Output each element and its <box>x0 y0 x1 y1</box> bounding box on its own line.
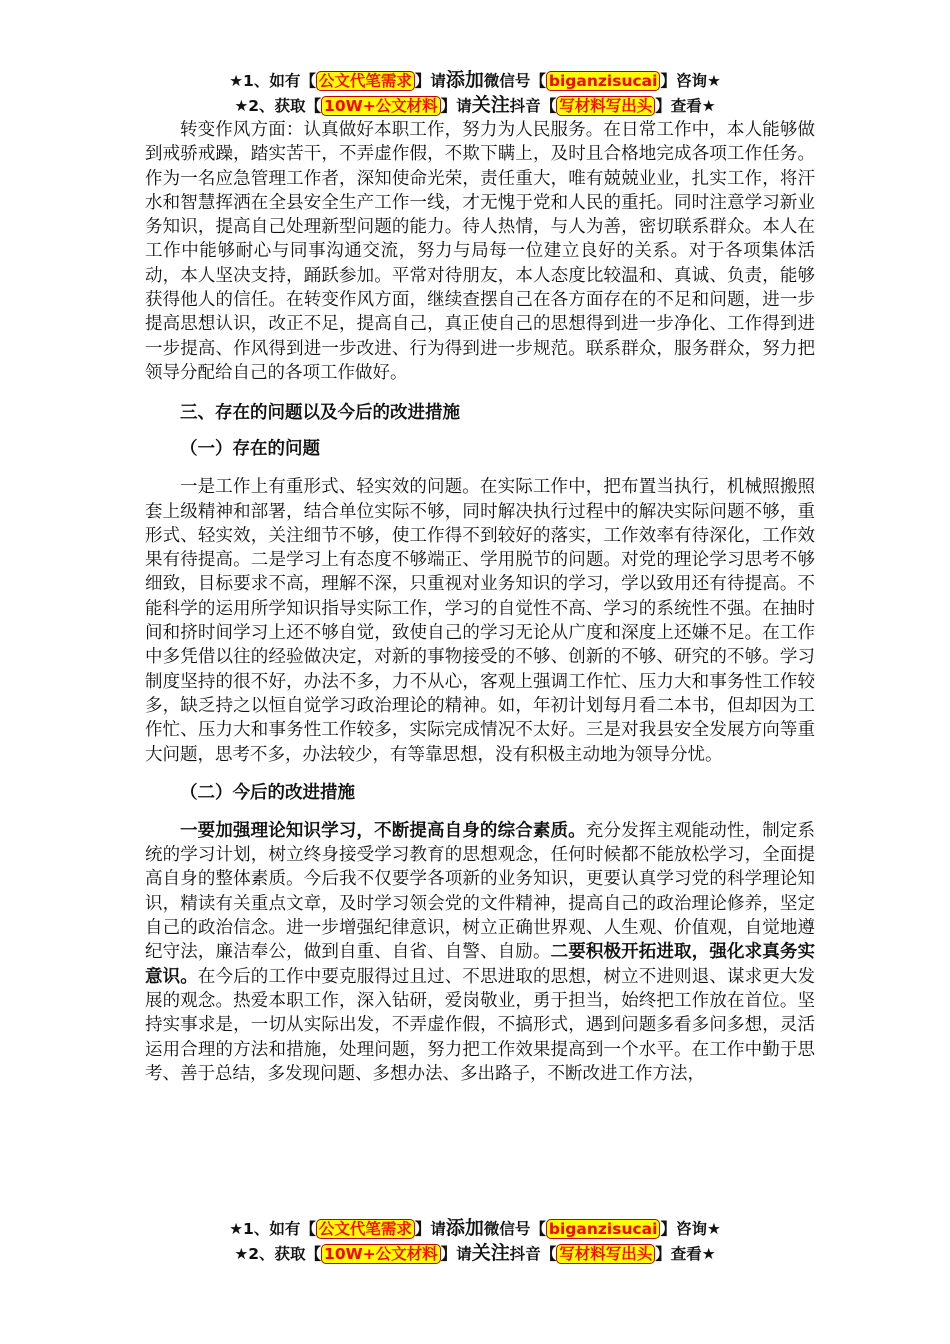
promo-text: 】咨询★ <box>660 72 721 90</box>
subheading-problems: （一）存在的问题 <box>180 439 320 460</box>
promo-text: ★1、如有【 <box>229 72 316 90</box>
promo-text: 】请 <box>414 72 446 90</box>
paragraph-measures <box>145 819 815 1086</box>
promo-text: 】请 <box>440 97 472 115</box>
promo-text: ★2、获取【 <box>234 97 322 115</box>
measure-text-1: 充分发挥主观能动性，制定系统的学习计划，树立终身接受学习教育的思想观念，任何时候都不能放松学习，全面提高自身的整体素质。今后我不仅要学各项新的业务知识，更要认真学习党的科学理论知识，精读有关重点文章，及时学习领会党的文件精神，提高自己的政治理论修养，坚定自己的政治信念。进一步增强纪律意识，树立正确世界观、人生观、价值观，自觉地遵纪守法，廉洁奉公，做到自重、自省、自警、自励。 <box>145 820 816 963</box>
promo-emphasis: 添加 <box>445 69 484 91</box>
paragraph-problems: 一是工作上有重形式、轻实效的问题。在实际工作中，把布置当执行，机械照搬照套上级精神和部署，结合单位实际不够，同时解决执行过程中的解决实际问题不够，重形式、轻实效，关注细节不够，使工作得不到较好的落实，工作效率有待深化，工作效果有待提高。二是学习上有态度不够端正、学用脱节的问题。对党的理论学习思考不够细致，目标要求不高，理解不深，只重视对业务知识的学习，学以致用还有待提高。不能科学的运用所学知识指导实际工作，学习的自觉性不高、学习的系统性不强。在抽时间和挤时间学习上还不够自觉，致使自己的学习无论从广度和深度上还嫌不足。在工作中多凭借以往的经验做决定，对新的事物接受的不够、创新的不够、研究的不够。学习制度坚持的很不好，办法不多，力不从心，客观上强调工作忙、压力大和事务性工作较多，缺乏持之以恒自觉学习政治理论的精神。如，年初计划每月看二本书，但却因为工作忙、压力大和事务性工作较多，实际完成情况不太好。三是对我县安全发展方向等重大问题，思考不多，办法较少，有等靠思想，没有积极主动地为领导分忧。 <box>145 477 815 765</box>
promo-line-1 <box>0 1216 950 1241</box>
measure-text-2: 在今后的工作中要克服得过且过、不思进取的思想，树立不进则退、谋求更大发展的观念。热爱本职工作，深入钻研，爱岗敬业，勇于担当，始终把工作放在首位。坚持实事求是，一切从实际出发，不弄虚作假，不搞形式，遇到问题多看多问多想，灵活运用合理的方法和措施，处理问题，努力把工作效果提高到一个水平。在工作中勤于思考、善于总结，多发现问题、多想办法、多出路子，不断改进工作方法， <box>145 966 815 1084</box>
promo-text: 】咨询★ <box>660 1220 721 1238</box>
promo-text: ★2、获取【 <box>234 1245 322 1263</box>
promo-text: 抖音【 <box>509 1245 557 1263</box>
promo-text: 微信号【 <box>483 72 546 90</box>
promo-text: 抖音【 <box>509 97 557 115</box>
promo-highlight: 写材料写出头 <box>556 96 655 116</box>
measure-lead-2: 二要积极开拓进取，强化求真务实意识。 <box>145 942 816 987</box>
promo-banner-top <box>0 68 950 118</box>
promo-line-2 <box>0 1241 950 1266</box>
promo-text: ★1、如有【 <box>229 1220 316 1238</box>
promo-highlight: biganzisucai <box>546 1219 661 1239</box>
promo-highlight: 公文代笔需求 <box>316 71 415 91</box>
promo-banner-bottom <box>0 1216 950 1266</box>
promo-line-2 <box>0 93 950 118</box>
promo-highlight: 10W+公文材料 <box>321 96 441 116</box>
promo-emphasis: 关注 <box>471 1242 510 1264</box>
document-body <box>145 118 815 1086</box>
paragraph-work-style: 转变作风方面：认真做好本职工作，努力为人民服务。在日常工作中，本人能够做到戒骄戒躁，踏实苦干，不弄虚作假，不欺下瞒上，及时且合格地完成各项工作任务。作为一名应急管理工作者，深知使命光荣，责任重大，唯有兢兢业业，扎实工作，将汗水和智慧挥洒在全县安全生产工作一线，才无愧于党和人民的重托。同时注意学习新业务知识，提高自己处理新型问题的能力。待人热情，与人为善，密切联系群众。本人在工作中能够耐心与同事沟通交流，努力与局每一位建立良好的关系。对于各项集体活动，本人坚决支持，踊跃参加。平常对待朋友，本人态度比较温和、真诚、负责，能够获得他人的信任。在转变作风方面，继续查摆自己在各方面存在的不足和问题，进一步提高思想认识，改正不足，提高自己，真正使自己的思想得到进一步净化、工作得到进一步提高、作风得到进一步改进、行为得到进一步规范。联系群众，服务群众，努力把领导分配给自己的各项工作做好。 <box>145 120 815 383</box>
section-heading-3: 三、存在的问题以及今后的改进措施 <box>180 403 460 424</box>
promo-highlight: 公文代笔需求 <box>316 1219 415 1239</box>
promo-text: 】请 <box>414 1220 446 1238</box>
promo-text: 】查看★ <box>655 97 716 115</box>
promo-emphasis: 添加 <box>445 1217 484 1239</box>
promo-emphasis: 关注 <box>471 94 510 116</box>
measure-lead-1: 一要加强理论知识学习，不断提高自身的综合素质。 <box>180 820 586 841</box>
subheading-measures: （二）今后的改进措施 <box>180 782 355 803</box>
promo-text: 微信号【 <box>483 1220 546 1238</box>
promo-line-1 <box>0 68 950 93</box>
promo-highlight: 10W+公文材料 <box>321 1244 441 1264</box>
promo-highlight: biganzisucai <box>546 71 661 91</box>
promo-highlight: 写材料写出头 <box>556 1244 655 1264</box>
promo-text: 】查看★ <box>655 1245 716 1263</box>
promo-text: 】请 <box>440 1245 472 1263</box>
